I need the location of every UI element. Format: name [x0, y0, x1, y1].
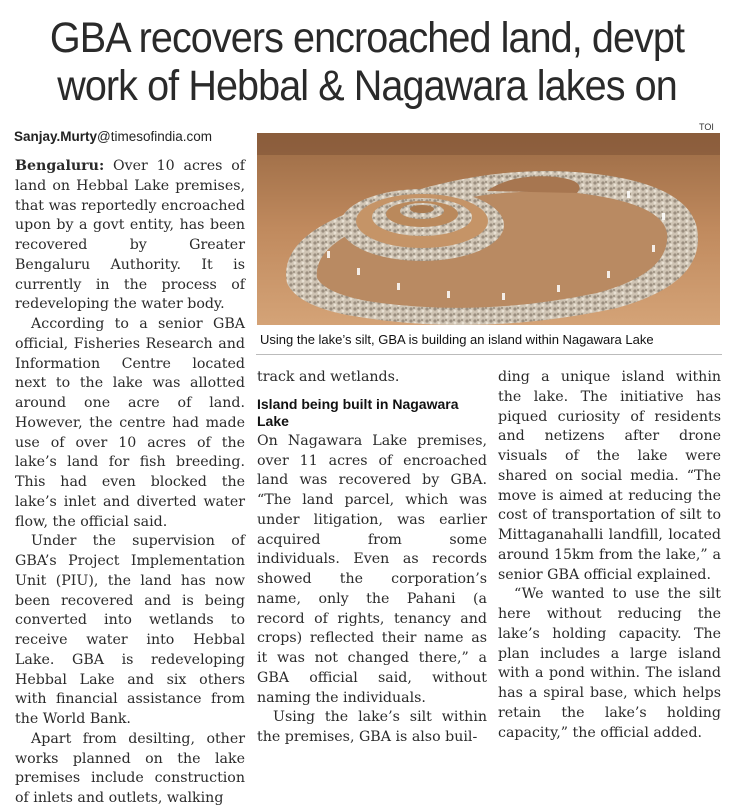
article-column-2: [257, 368, 487, 748]
headline-line-2: work of Hebbal & Nagawara lakes on: [57, 62, 677, 110]
paragraph: Using the lake’s silt within the premises, GBA is also buil-: [257, 709, 487, 745]
article-column-1: [15, 157, 245, 809]
paragraph: Apart from desilting, other works planned on the lake premises include construction of inlets and outlets, walking: [15, 730, 245, 806]
paragraph: According to a senior GBA official, Fisheries Research and Information Centre located next to the lake was allotted around one acre of land. However, the centre had made use of over 10 acres of the lake’s land for fish breeding. This had even blocked the lake’s inlet and diverted water flow, the official said.: [15, 316, 245, 530]
dateline: Bengaluru:: [15, 158, 105, 174]
paragraph: On Nagawara Lake premises, over 11 acres of encroached land was recovered by GBA. “The land parcel, which was under litigation, was earlier acquired from some individuals. Even as records showed the corporation’s name, only the Pahani (a record of rights, tenancy and crops) reflected their name as it was not changed there,” a GBA official said, without naming the individuals.: [257, 432, 487, 706]
paragraph: track and wetlands.: [257, 369, 400, 385]
photo-caption: Using the lake’s silt, GBA is building an island within Nagawara Lake: [260, 332, 654, 347]
paragraph: Under the supervision of GBA’s Project Implementation Unit (PIU), the land has now been recovered and is being converted into wetlands to receive water into Hebbal Lake. GBA is redeveloping Hebbal Lake and six others with financial assistance from the World Bank.: [15, 533, 245, 727]
lake-island-photo: [257, 133, 720, 325]
photo-credit: TOI: [699, 122, 714, 132]
paragraph: [15, 157, 245, 315]
subheading: Island being built in Nagawara Lake: [257, 395, 459, 429]
byline-author: Sanjay.Murty: [14, 129, 98, 144]
paragraph-text: Over 10 acres of land on Hebbal Lake premises, that was reportedly encroached upon by a govt entity, has been recovered by Greater Bengaluru Authority. It is currently in the process of redeveloping the water body.: [15, 158, 245, 313]
headline: [6, 14, 728, 110]
article-column-3: [498, 368, 721, 743]
headline-line-1: GBA recovers encroached land, devpt: [49, 14, 685, 62]
caption-divider: [256, 354, 722, 355]
paragraph: ding a unique island within the lake. The initiative has piqued curiosity of residents and netizens after drone visuals of the lake were shared on social media. “The move is aimed at reducing the cost of transportation of silt to Mittaganahalli landfill, located around 15km from the lake,” a senior GBA official explained.: [498, 369, 721, 583]
byline: [14, 129, 212, 144]
paragraph: “We wanted to use the silt here without reducing the lake’s holding capacity. The plan includes a large island with a pond within. The island has a spiral base, which helps retain the lake’s holding capacity,” the official added.: [498, 586, 721, 741]
byline-email-domain: @timesofindia.com: [97, 129, 213, 144]
lake-island-illustration: [257, 133, 720, 325]
